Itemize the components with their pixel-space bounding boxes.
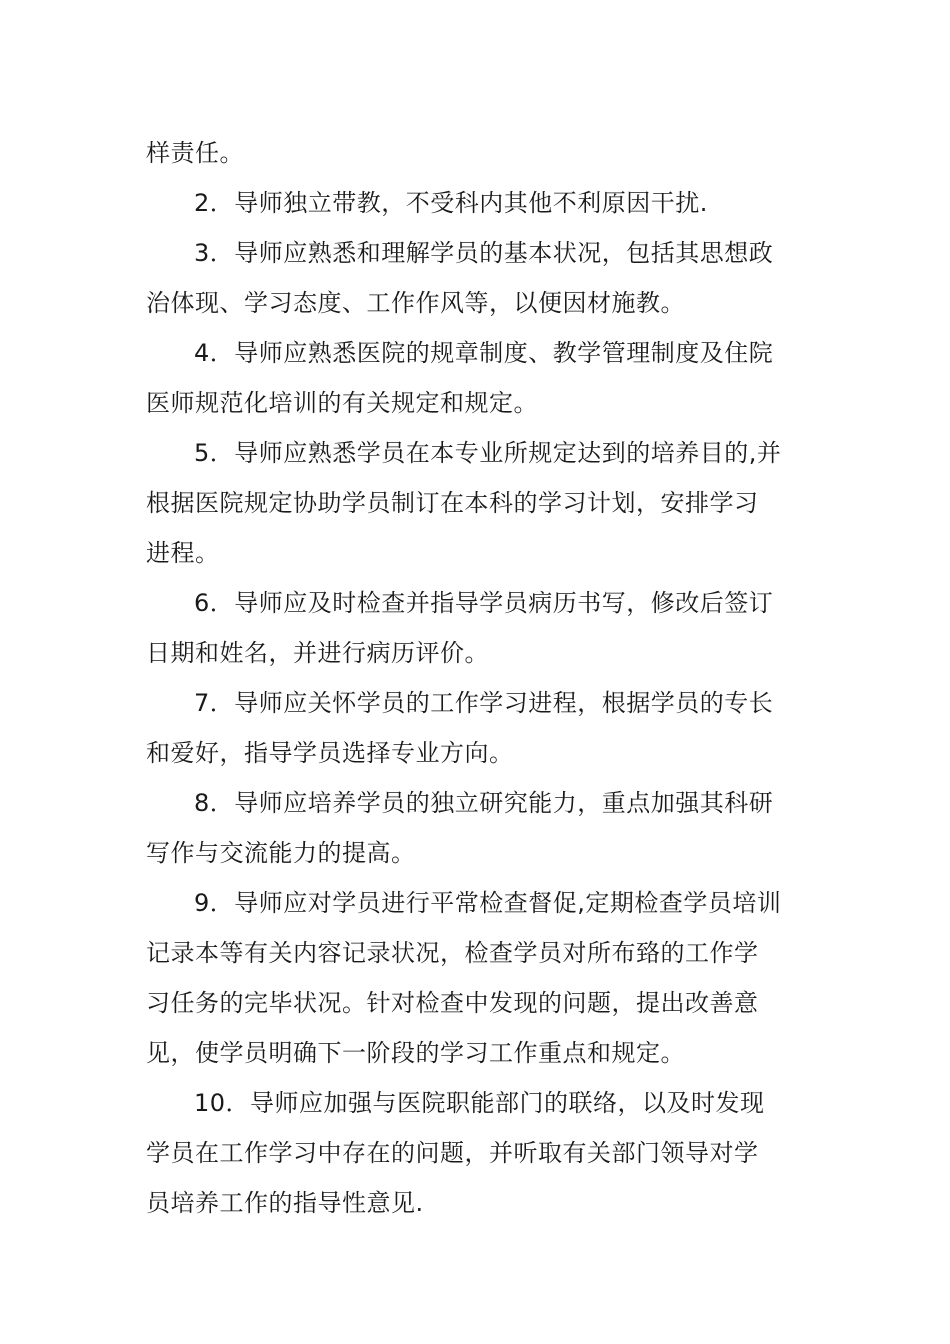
text-line: 样责任。 (146, 139, 244, 167)
paragraph-7-line-1: 7．导师应关怀学员的工作学习进程，根据学员的专长 (194, 689, 774, 717)
paragraph-6-line-1: 6．导师应及时检查并指导学员病历书写，修改后签订 (194, 589, 774, 617)
paragraph-9-line-1: 9．导师应对学员进行平常检查督促,定期检查学员培训 (194, 889, 782, 917)
paragraph-3-line-2: 治体现、学习态度、工作作风等，以便因材施教。 (146, 289, 685, 317)
paragraph-7-line-2: 和爱好，指导学员选择专业方向。 (146, 739, 514, 767)
paragraph-10-line-1: 10．导师应加强与医院职能部门的联络，以及时发现 (194, 1089, 765, 1117)
paragraph-5-line-3: 进程。 (146, 539, 220, 567)
paragraph-4-line-1: 4．导师应熟悉医院的规章制度、教学管理制度及住院 (194, 339, 774, 367)
paragraph-8-line-1: 8．导师应培养学员的独立研究能力，重点加强其科研 (194, 789, 774, 817)
paragraph-6-line-2: 日期和姓名，并进行病历评价。 (146, 639, 489, 667)
paragraph-8-line-2: 写作与交流能力的提高。 (146, 839, 416, 867)
paragraph-10-line-2: 学员在工作学习中存在的问题，并听取有关部门领导对学 (146, 1139, 759, 1167)
paragraph-9-line-3: 习任务的完毕状况。针对检查中发现的问题，提出改善意 (146, 989, 759, 1017)
paragraph-2-line-1: 2．导师独立带教，不受科内其他不利原因干扰. (194, 189, 708, 217)
paragraph-5-line-2: 根据医院规定协助学员制订在本科的学习计划，安排学习 (146, 489, 759, 517)
paragraph-9-line-4: 见，使学员明确下一阶段的学习工作重点和规定。 (146, 1039, 685, 1067)
paragraph-3-line-1: 3．导师应熟悉和理解学员的基本状况，包括其思想政 (194, 239, 774, 267)
paragraph-9-line-2: 记录本等有关内容记录状况，检查学员对所布臵的工作学 (146, 939, 759, 967)
paragraph-10-line-3: 员培养工作的指导性意见. (146, 1189, 424, 1217)
body-text (146, 128, 810, 1228)
paragraph-4-line-2: 医师规范化培训的有关规定和规定。 (146, 389, 538, 417)
paragraph-5-line-1: 5．导师应熟悉学员在本专业所规定达到的培养目的,并 (194, 439, 782, 467)
